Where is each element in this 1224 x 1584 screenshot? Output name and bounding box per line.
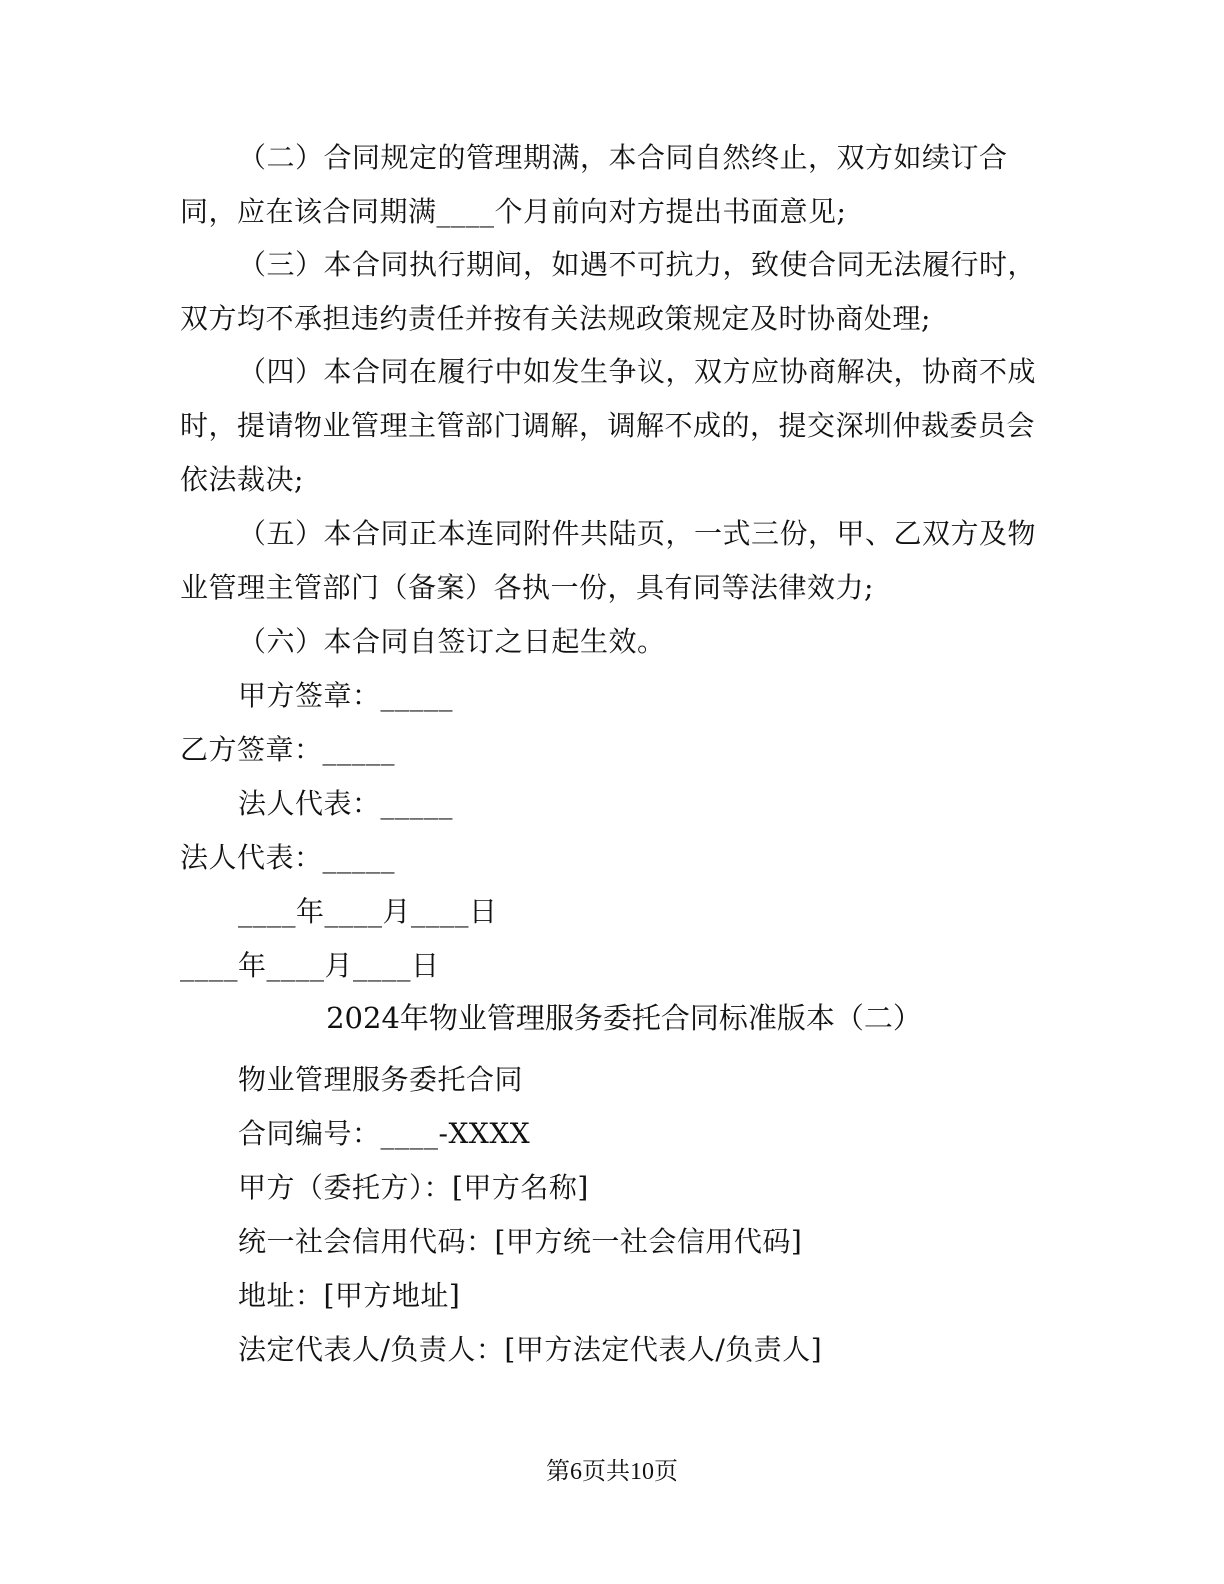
page-footer: 第6页共10页: [546, 1459, 678, 1485]
legal-representative: 法定代表人/负责人：[甲方法定代表人/负责人]: [238, 1333, 823, 1366]
section-title: [0, 998, 1224, 1038]
party-a-info: 甲方（委托方）：[甲方名称]: [238, 1171, 589, 1204]
date-a: ____年____月____日: [238, 895, 498, 928]
party-a-seal: 甲方签章：_____: [238, 679, 454, 712]
date-b: ____年____月____日: [180, 949, 440, 982]
address: 地址：[甲方地址]: [238, 1279, 461, 1312]
party-b-seal: 乙方签章：_____: [180, 733, 396, 766]
credit-code: 统一社会信用代码：[甲方统一社会信用代码]: [238, 1225, 803, 1258]
clause-3-line-2: 双方均不承担违约责任并按有关法规政策规定及时协商处理;: [180, 302, 931, 335]
clause-5-line-2: 业管理主管部门（备案）各执一份，具有同等法律效力;: [180, 571, 874, 604]
clause-4-line-2: 时，提请物业管理主管部门调解，调解不成的，提交深圳仲裁委员会: [180, 409, 1036, 442]
clause-4-line-3: 依法裁决;: [180, 463, 304, 496]
clause-5-line-1: （五）本合同正本连同附件共陆页，一式三份，甲、乙双方及物: [238, 517, 1037, 550]
legal-rep-b: 法人代表：_____: [180, 841, 396, 874]
clause-4-line-1: （四）本合同在履行中如发生争议，双方应协商解决，协商不成: [238, 355, 1037, 388]
clause-3-line-1: （三）本合同执行期间，如遇不可抗力，致使合同无法履行时，: [238, 248, 1037, 281]
clause-2-line-2: 同，应在该合同期满____个月前向对方提出书面意见;: [180, 195, 847, 228]
section-title-text: 2024年物业管理服务委托合同标准版本（二）: [326, 1001, 922, 1035]
contract-name: 物业管理服务委托合同: [238, 1063, 524, 1096]
legal-rep-a: 法人代表：_____: [238, 787, 454, 820]
clause-6-line-1: （六）本合同自签订之日起生效。: [238, 625, 666, 658]
contract-number: 合同编号：____-XXXX: [238, 1117, 531, 1150]
clause-2-line-1: （二）合同规定的管理期满，本合同自然终止，双方如续订合: [238, 141, 1008, 174]
